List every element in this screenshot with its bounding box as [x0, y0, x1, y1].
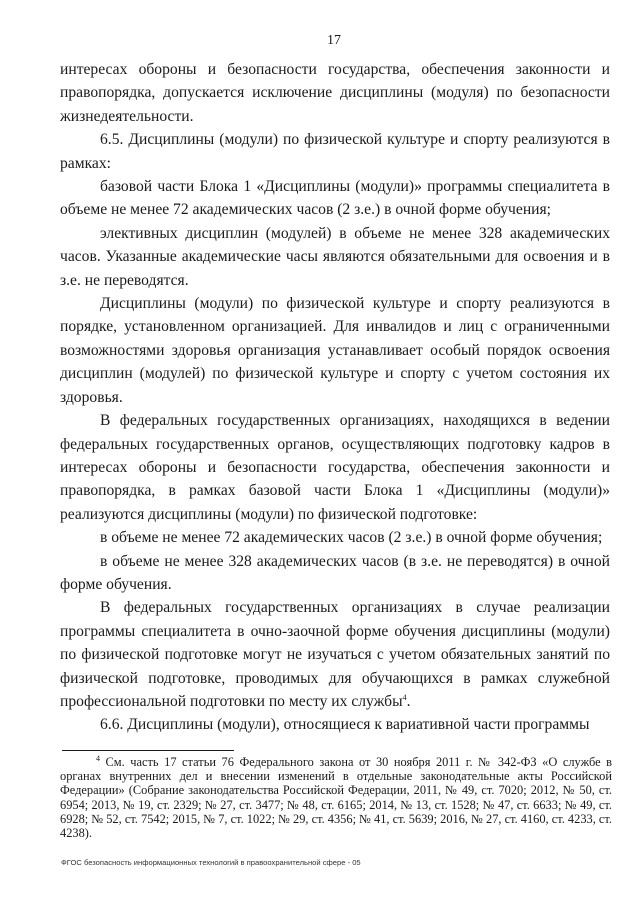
paragraph: элективных дисциплин (модулей) в объеме не менее 328 академических часов. Указанные академические часы являются обязательными для освоения и в з.е. не переводятся. — [60, 224, 610, 289]
footnote-marker: 4 — [96, 753, 100, 763]
footnotes — [60, 755, 612, 840]
footnote-text: См. часть 17 статьи 76 Федерального закона от 30 ноября 2011 г. № 342-ФЗ «О службе в органах внутренних дел и внесении изменений в отдельные законодательные акты Российской Федерации» (Собрание законодательства Российской Федерации, 2011, № 49, ст. 7020; 2012, № 50, ст. 6954; 2013, № 19, ст. 2329; № 27, ст. 3477; № 48, ст. 6165; 2014, № 13, ст. 1528; № 47, ст. 6633; № 49, ст. 6928; № 52, ст. 7542; 2015, № 7, ст. 1022; № 29, ст. 4356; № 41, ст. 5639; 2016, № 27, ст. 4160, ст. 4233, ст. 4238). — [60, 755, 612, 841]
footnote-reference[interactable]: 4 — [402, 692, 407, 702]
footnote-divider — [62, 750, 234, 751]
page-footer: ФГОС безопасность информационных технологий в правоохранительной сфере - 05 — [61, 858, 361, 867]
paragraph: базовой части Блока 1 «Дисциплины (модули)» программы специалитета в объеме не менее 72 академических часов (2 з.е.) в очной форме обучения; — [60, 178, 610, 219]
paragraph: в объеме не менее 328 академических часов (в з.е. не переводятся) в очной форме обучения. — [60, 552, 610, 593]
page-number: 17 — [327, 33, 341, 48]
paragraph-tail: . — [406, 692, 411, 710]
paragraph-with-footnote — [60, 596, 610, 713]
paragraph: 6.6. Дисциплины (модули), относящиеся к вариативной части программы — [100, 716, 590, 734]
paragraph-text: В федеральных государственных организациях в случае реализации программы специалитета в очно-заочной форме обучения дисциплины (модули) по физической подготовке могут не изучаться с учетом обязательных занятий по физической подготовке, проводимых для обучающихся в рамках служебной профессиональной подготовки по месту их службы — [60, 599, 610, 710]
footnote — [60, 755, 612, 840]
paragraph: интересах обороны и безопасности государства, обеспечения законности и правопорядка, допускается исключение дисциплины (модуля) по безопасности жизнедеятельности. — [60, 61, 610, 125]
paragraph: в объеме не менее 72 академических часов (2 з.е.) в очной форме обучения; — [100, 529, 603, 547]
paragraph: Дисциплины (модули) по физической культуре и спорту реализуются в порядке, установленном организацией. Для инвалидов и лиц с ограниченными возможностями здоровья организация устанавливает особый порядок освоения дисциплин (модулей) по физической культуре и спорту с учетом состояния их здоровья. — [60, 295, 610, 406]
paragraph: В федеральных государственных организациях, находящихся в ведении федеральных государственных органов, осуществляющих подготовку кадров в интересах обороны и безопасности государства, обеспечения законности и правопорядка, в рамках базовой части Блока 1 «Дисциплины (модули)» реализуются дисциплины (модули) по физической подготовке: — [60, 412, 610, 523]
body-text — [60, 58, 610, 737]
paragraph: 6.5. Дисциплины (модули) по физической культуре и спорту реализуются в рамках: — [60, 131, 610, 172]
